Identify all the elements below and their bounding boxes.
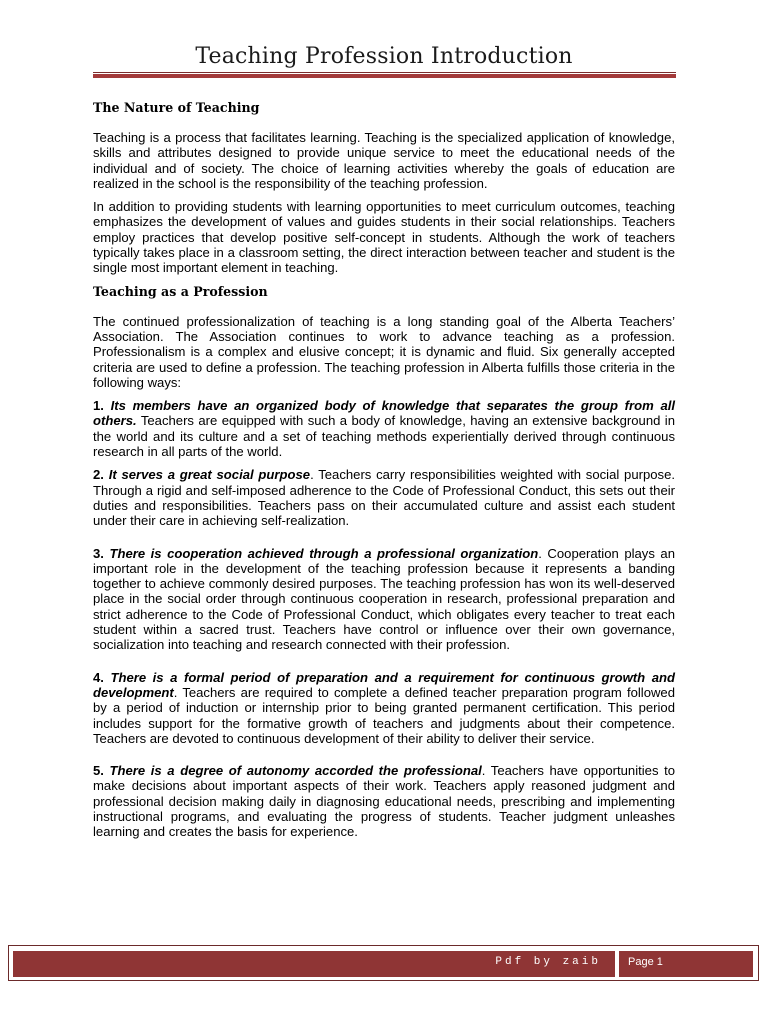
criterion-lead: There is cooperation achieved through a professional organization	[109, 545, 539, 561]
footer-page-box	[619, 951, 753, 977]
paragraph-nature-1: Teaching is a process that facilitates learning. Teaching is the specialized application of knowledge, skills and attributes designed to provide unique service to meet the educational needs of the individual and of society. The choice of learning activities whereby the goals of education are realized in the school is the responsibility of the teaching profession.	[93, 130, 675, 191]
footer-credit: Pdf by zaib	[495, 956, 601, 968]
document-body	[93, 100, 675, 840]
title-divider-thick	[93, 74, 676, 78]
criterion-5	[93, 763, 675, 839]
criterion-2	[93, 467, 675, 528]
page-number: Page 1	[628, 956, 663, 968]
criterion-lead: There is a formal period of preparation and a requirement for continuous growth and development	[93, 669, 675, 700]
criterion-number: 5.	[93, 763, 104, 779]
title-divider-thin	[93, 72, 676, 73]
criterion-number: 3.	[93, 545, 104, 561]
criterion-number: 1.	[93, 398, 104, 414]
criterion-lead: It serves a great social purpose	[108, 467, 311, 483]
criterion-body: . Teachers are required to complete a defined teacher preparation program followed by a period of induction or internship prior to being granted permanent certification. This period includes support for the formative growth of teachers and judgments about their competence. Teachers are devoted to continuous development of their ability to deliver their service.	[93, 684, 675, 746]
section-heading-profession: Teaching as a Profession	[93, 283, 268, 299]
footer-credit-bar	[13, 951, 615, 977]
criterion-body: . Teachers have opportunities to make decisions about important aspects of their work. Teachers apply reasoned judgment and professional decision making daily in diagnosing educational needs, prescribing and implementing instructional programs, and evaluating the progress of students. Teacher judgment unleashes learning and creates the basis for experience.	[93, 763, 676, 840]
criterion-body: Teachers are equipped with such a body of knowledge, having an extensive background in the world and its culture and a set of teaching methods experientially derived through continuous research in all parts of the world.	[93, 413, 675, 460]
criterion-lead: There is a degree of autonomy accorded the professional	[109, 763, 482, 779]
criterion-1	[93, 398, 675, 459]
criterion-lead: Its members have an organized body of knowledge that separates the group from all others.	[93, 398, 675, 429]
criterion-body: . Cooperation plays an important role in the development of the teaching profession because it represents a banding together to achieve commonly desired purposes. The teaching profession has won its well-deserved place in the social order through continuous cooperation in research, professional preparation and strict adherence to the Code of Professional Conduct, which obligates every teacher to treat each student within a sacred trust. Teachers have control or influence over their own governance, socialization into teaching and research connected with their profession.	[93, 545, 675, 653]
criterion-number: 4.	[93, 669, 104, 685]
criterion-body: . Teachers carry responsibilities weighted with social purpose. Through a rigid and self-imposed adherence to the Code of Professional Conduct, this sets out their duties and responsibilities. Teachers pass on their accumulated culture and assist each student under their care in achieving self-realization.	[93, 467, 675, 529]
page-title: Teaching Profession Introduction	[195, 44, 573, 69]
criterion-number: 2.	[93, 467, 104, 483]
paragraph-nature-2: In addition to providing students with learning opportunities to meet curriculum outcomes, teaching emphasizes the development of values and guides students in their social relationships. Teachers employ practices that develop positive self-concept in students. Although the work of teachers typically takes place in a classroom setting, the direct interaction between teacher and student is the single most important element in teaching.	[93, 199, 675, 276]
criterion-3	[93, 546, 675, 653]
criterion-4	[93, 670, 675, 746]
section-heading-nature: The Nature of Teaching	[93, 100, 260, 115]
paragraph-profession-intro: The continued professionalization of teaching is a long standing goal of the Alberta Teachers’ Association. The Association continues to work to advance teaching as a profession. Professionalism is a complex and elusive concept; it is dynamic and fluid. Six generally accepted criteria are used to define a profession. The teaching profession in Alberta fulfills those criteria in the following ways:	[93, 313, 675, 390]
